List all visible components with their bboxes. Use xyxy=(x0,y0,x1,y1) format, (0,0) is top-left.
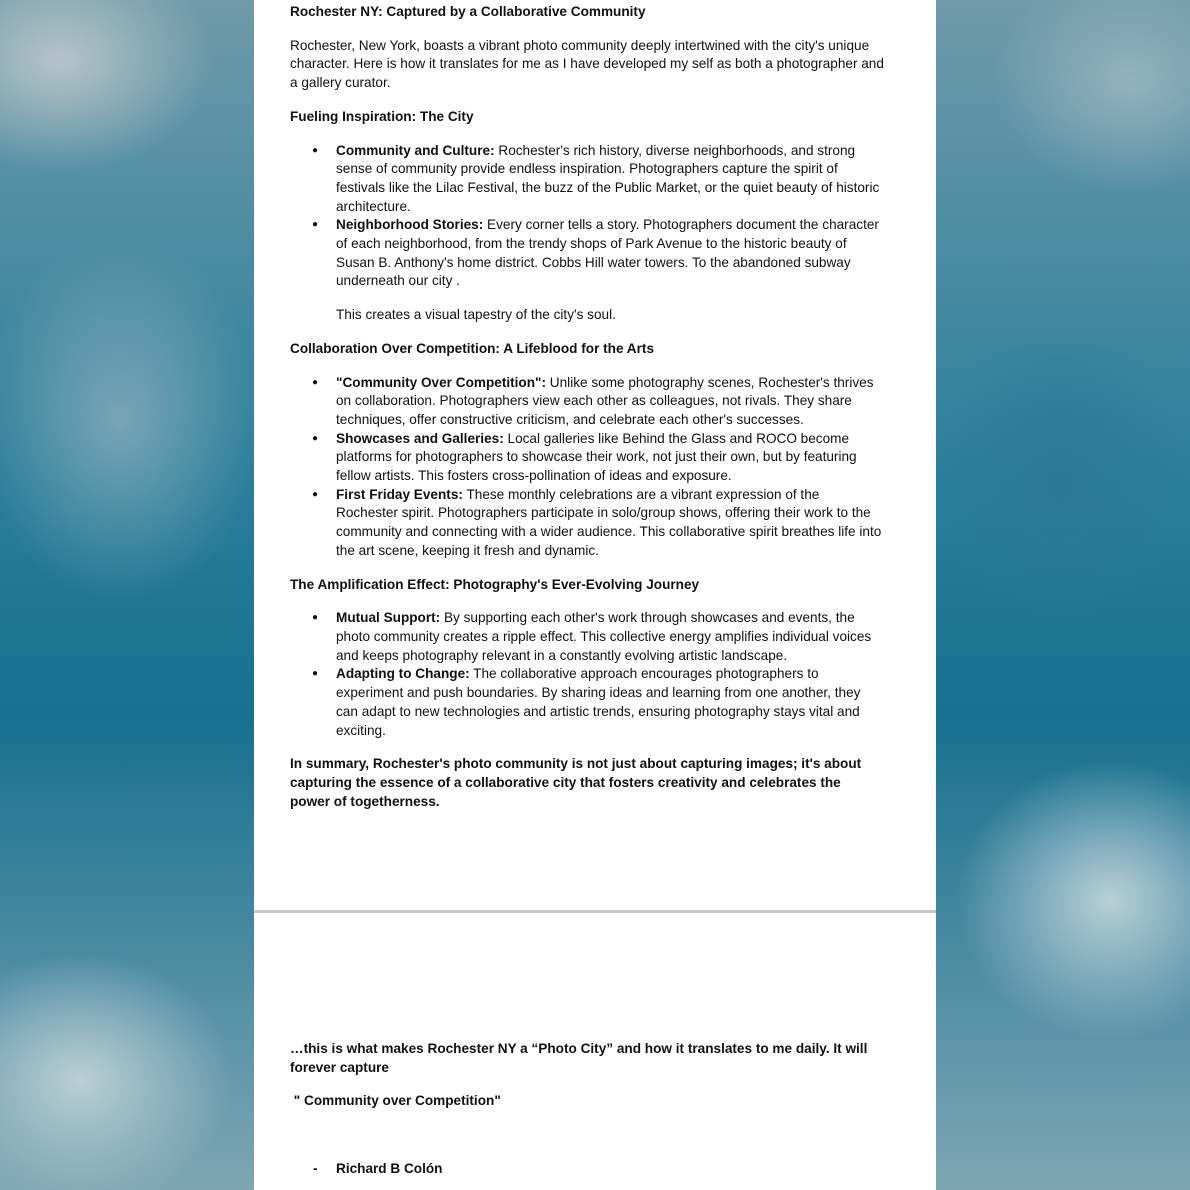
signature-dash: - xyxy=(313,1161,318,1177)
closing-paragraph: …this is what makes Rochester NY a “Photo City” and how it translates to me daily. It will forever capture xyxy=(290,1041,868,1075)
summary-paragraph: In summary, Rochester's photo community is not just about capturing images; it's about capturing the essence of a collaborative city that fosters creativity and celebrates the power of togetherness. xyxy=(290,756,862,809)
tapestry-note: This creates a visual tapestry of the city's soul. xyxy=(336,307,616,323)
list-item-label: Neighborhood Stories: xyxy=(336,217,484,233)
section-heading-amplification: The Amplification Effect: Photography's Ever-Evolving Journey xyxy=(290,576,700,592)
list-item-label: Adapting to Change: xyxy=(336,666,470,682)
page-2-content xyxy=(290,1040,884,1179)
list-item-label: "Community Over Competition": xyxy=(336,374,547,390)
document-title: Rochester NY: Captured by a Collaborative Community xyxy=(290,4,646,19)
document-page-2 xyxy=(254,913,936,1190)
list-item xyxy=(336,142,884,217)
intro-paragraph: Rochester, New York, boasts a vibrant photo community deeply intertwined with the city's unique character. Here is how it translates for me as I have developed my self as both a photographer and a gallery curator. xyxy=(290,37,884,91)
list-item-text: Unlike some photography scenes, Rochester's thrives on collaboration. Photographers view each other as colleagues, not rivals. They share techniques, offer constructive criticism, and celebrate each other's successes. xyxy=(336,374,874,427)
section-heading-collaboration: Collaboration Over Competition: A Lifeblood for the Arts xyxy=(290,340,655,356)
list-item xyxy=(336,486,884,561)
signature-line xyxy=(290,1160,884,1179)
list-item xyxy=(336,374,884,430)
document-page-1 xyxy=(254,0,936,910)
list-item-label: First Friday Events: xyxy=(336,486,463,502)
list-item-text: By supporting each other's work through showcases and events, the photo community creates a ripple effect. This collective energy amplifies individual voices and keeps photography relevant in a constantly evolving artistic landscape. xyxy=(336,610,872,663)
motto-quote: " Community over Competition" xyxy=(290,1093,501,1109)
signature-name: Richard B Colón xyxy=(336,1161,443,1177)
list-item-text: The collaborative approach encourages photographers to experiment and push boundaries. By sharing ideas and learning from one another, they can adapt to new technologies and artistic trends, ensuring photography stays vital and exciting. xyxy=(336,666,861,738)
amplification-list xyxy=(290,609,884,740)
list-item-label: Showcases and Galleries: xyxy=(336,430,504,446)
inspiration-list xyxy=(290,142,884,292)
page-1-content xyxy=(290,3,884,811)
list-item-label: Community and Culture: xyxy=(336,142,495,158)
section-heading-inspiration: Fueling Inspiration: The City xyxy=(290,108,474,124)
list-item xyxy=(336,665,884,740)
collaboration-list xyxy=(290,374,884,561)
list-item-text: These monthly celebrations are a vibrant expression of the Rochester spirit. Photographers participate in solo/group shows, offering their work to the community and connecting with a wider audience. This collaborative spirit breathes life into the art scene, keeping it fresh and dynamic. xyxy=(336,486,882,558)
list-item xyxy=(336,430,884,486)
list-item xyxy=(336,216,884,291)
list-item-text: Local galleries like Behind the Glass and ROCO become platforms for photographers to showcase their work, not just their own, but by featuring fellow artists. This fosters cross-pollination of ideas and exposure. xyxy=(336,430,857,484)
list-item-label: Mutual Support: xyxy=(336,610,441,626)
list-item-text: Rochester's rich history, diverse neighborhoods, and strong sense of community provide endless inspiration. Photographers capture the spirit of festivals like the Lilac Festival, the buzz of the Public Market, or the quiet beauty of historic architecture. xyxy=(336,142,880,214)
list-item xyxy=(336,609,884,665)
list-item-text: Every corner tells a story. Photographers document the character of each neighborhood, from the trendy shops of Park Avenue to the historic beauty of Susan B. Anthony's home district. Cobbs Hill water towers. To the abandoned subway underneath our city . xyxy=(336,217,879,289)
